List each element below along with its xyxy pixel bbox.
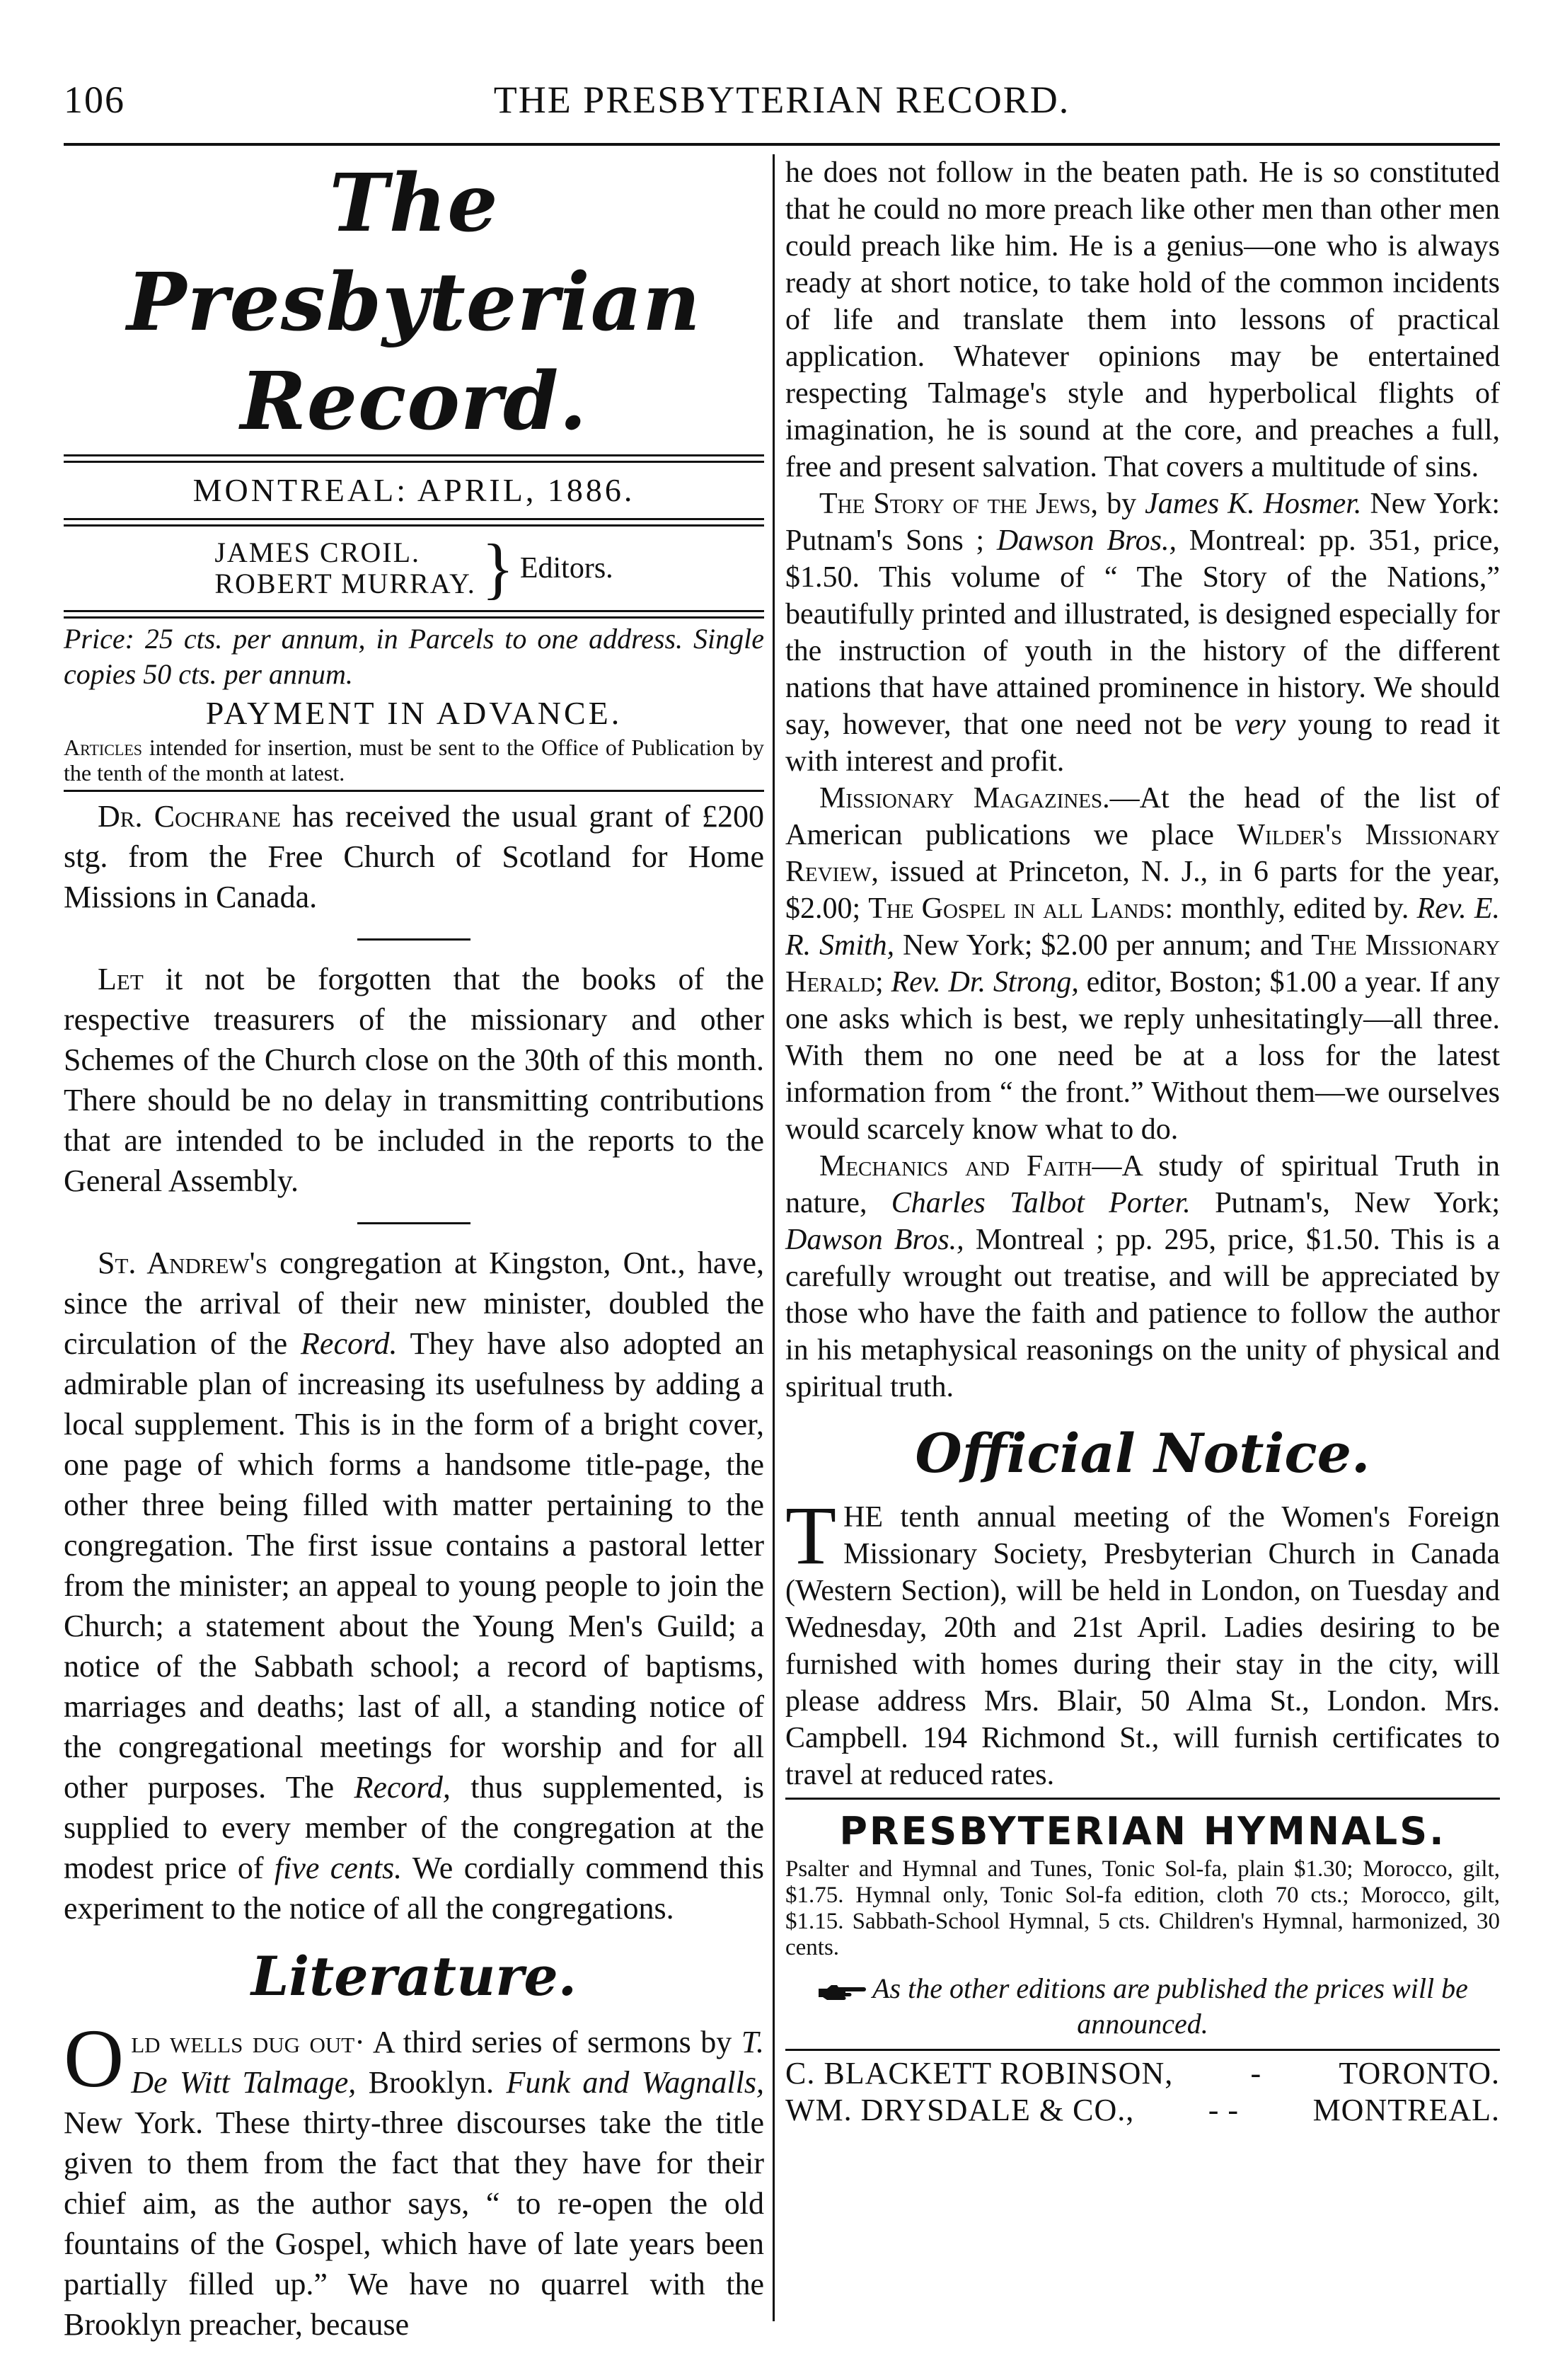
literature-heading: Literature. [250,1945,577,2008]
review-paragraph: The Story of the Jews, by James K. Hosmer. New York: Putnam's Sons ; Dawson Bros., Montreal: pp. 351, price, $1.50. This volume of “ The Story of the Nations,” beautifully printed and illustrated, is designed especially for the instruction of youth in the history of the different nations that have attained prominence in history. We should say, however, that one need not be very young to read it with interest and profit. [785,488,1501,778]
review-continuation: he does not follow in the beaten path. He is so constituted that he could no more preach like other men than other men could preach like him. He is a genius—one who is always ready at short notice, to take hold of the common incidents of life and translate them into lessons of practical application. Whatever opinions may be entertained respecting Talmage's style and hyperbolical flights of imagination, he is sound at the core, and preaches a full, free and present salvation. That covers a multitude of sins. [785,156,1500,483]
dateline: MONTREAL: APRIL, 1886. [192,472,635,508]
seller-row [785,2055,1500,2092]
price-line: Price: 25 cts. per annum, in Parcels to one address. Single copies 50 cts. per annum. [64,623,764,690]
seller-separator: - - [1208,2093,1240,2127]
brace-glyph: } [481,530,514,606]
dateline-rule [64,518,764,527]
editors-rule [64,610,764,619]
sellers-block [785,2055,1500,2129]
masthead-title: The Presbyterian Record. [127,157,701,448]
short-divider [357,1222,470,1224]
ad-top-rule [785,1798,1500,1800]
running-head [64,78,1500,134]
seller-name: C. BLACKETT ROBINSON, [785,2056,1174,2091]
pointing-hand-icon [817,1983,867,2000]
columns [64,154,1501,2342]
newspaper-page [64,78,1501,2342]
running-title: THE PRESBYTERIAN RECORD. [493,79,1070,121]
news-paragraph: Dr. Cochrane has received the usual grant of £200 stg. from the Free Church of Scotland for Home Missions in Canada. [64,799,764,914]
seller-city: TORONTO. [1339,2056,1500,2091]
short-divider [357,938,470,941]
seller-separator: - [1250,2056,1262,2091]
payment-notice: PAYMENT IN ADVANCE. [205,695,623,731]
official-notice-heading: Official Notice. [915,1422,1370,1485]
header-rule [64,143,1500,146]
drop-cap: O [64,2012,125,2105]
seller-name: WM. DRYSDALE & CO., [785,2093,1135,2127]
left-column [64,154,765,2342]
seller-row [785,2092,1500,2129]
news-paragraph: St. Andrew's congregation at Kingston, Ont., have, since the arrival of their new minister, doubled the circulation of the Record. They have also adopted an admirable plan of increasing its usefulness by adding a local supplement. This is in the form of a bright cover, one page of which forms a handsome title-page, the other three being filled with matter pertaining to the congregation. The first issue contains a pastoral letter from the minister; an appeal to young people to join the Church; a statement about the Young Men's Guild; a notice of the Sabbath school; a record of baptisms, marriages and deaths; last of all, a standing notice of the congregational meetings for worship and for all other purposes. The Record, thus supplemented, is supplied to every member of the congregation at the modest price of five cents. We cordially commend this experiment to the notice of all the congregations. [64,1246,765,1926]
right-column [785,154,1500,2321]
editors-label: Editors. [519,552,613,585]
articles-notice: Articles intended for insertion, must be sent to the Office of Publication by the tenth of the month at latest. [64,735,764,786]
ad-mid-rule [785,2049,1500,2051]
hymnals-heading: PRESBYTERIAN HYMNALS. [839,1809,1446,1853]
seller-city: MONTREAL. [1312,2093,1500,2127]
page-number: 106 [64,79,125,121]
editor-name: ROBERT MURRAY. [214,568,476,599]
review-paragraph: Mechanics and Faith—A study of spiritual Truth in nature, Charles Talbot Porter. Putnam's, New York; Dawson Bros., Montreal ; pp. 295, price, $1.50. This is a carefully wrought out treatise, and will be appreciated by those who have the faith and patience to follow the author in his metaphysical reasonings on the unity of physical and spiritual truth. [785,1150,1501,1403]
news-paragraph: Let it not be forgotten that the books of the respective treasurers of the missionary and other Schemes of the Church close on the 30th of this month. There should be no delay in transmitting contributions that are intended to be included in the reports to the General Assembly. [64,962,764,1198]
review-paragraph: Missionary Magazines.—At the head of the list of American publications we place Wilder's Missionary Review, issued at Princeton, N. J., in 6 parts for the year, $2.00; The Gospel in all Lands: monthly, edited by. Rev. E. R. Smith, New York; $2.00 per annum; and The Missionary Herald; Rev. Dr. Strong, editor, Boston; $1.00 a year. If any one asks which is best, we reply unhesitatingly—all three. With them no one need be at a loss for the latest information from “ the front.” Without them—we ourselves would scarcely know what to do. [785,782,1501,1146]
masthead-rule [64,454,764,463]
editors-block [64,530,764,606]
column-divider [773,154,775,2321]
notice-paragraph: THE tenth annual meeting of the Women's Foreign Missionary Society, Presbyterian Church in Canada (Western Section), will be held in London, on Tuesday and Wednesday, 20th and 21st April. Ladies desiring to be furnished with homes during their stay in the city, will please address Mrs. Blair, 50 Alma St., London. Mrs. Campbell. 194 Richmond St., will furnish certificates to travel at reduced rates. [785,1489,1500,1791]
editor-name: JAMES CROIL. [214,536,421,568]
drop-cap: T [785,1489,837,1582]
review-paragraph: Old wells dug out· A third series of sermons by T. De Witt Talmage, Brooklyn. Funk and Wagnalls, New York. These thirty-three discourses take the title given to them from the fact that they have for their chief aim, as the author says, “ to re-open the old fountains of the Gospel, which have of late years been partially filled up.” We have no quarrel with the Brooklyn preacher, because [64,2012,764,2342]
masthead-bottom-rule [64,790,764,792]
hymnals-prices: Psalter and Hymnal and Tunes, Tonic Sol-fa, plain $1.30; Morocco, gilt, $1.75. Hymnal only, Tonic Sol-fa edition, cloth 70 cts.; Morocco, gilt, $1.15. Sabbath-School Hymnal, 5 cts. Children's Hymnal, harmonized, 30 cents. [785,1856,1500,1960]
hymnals-note: As the other editions are published the prices will be announced. [785,1971,1500,2042]
